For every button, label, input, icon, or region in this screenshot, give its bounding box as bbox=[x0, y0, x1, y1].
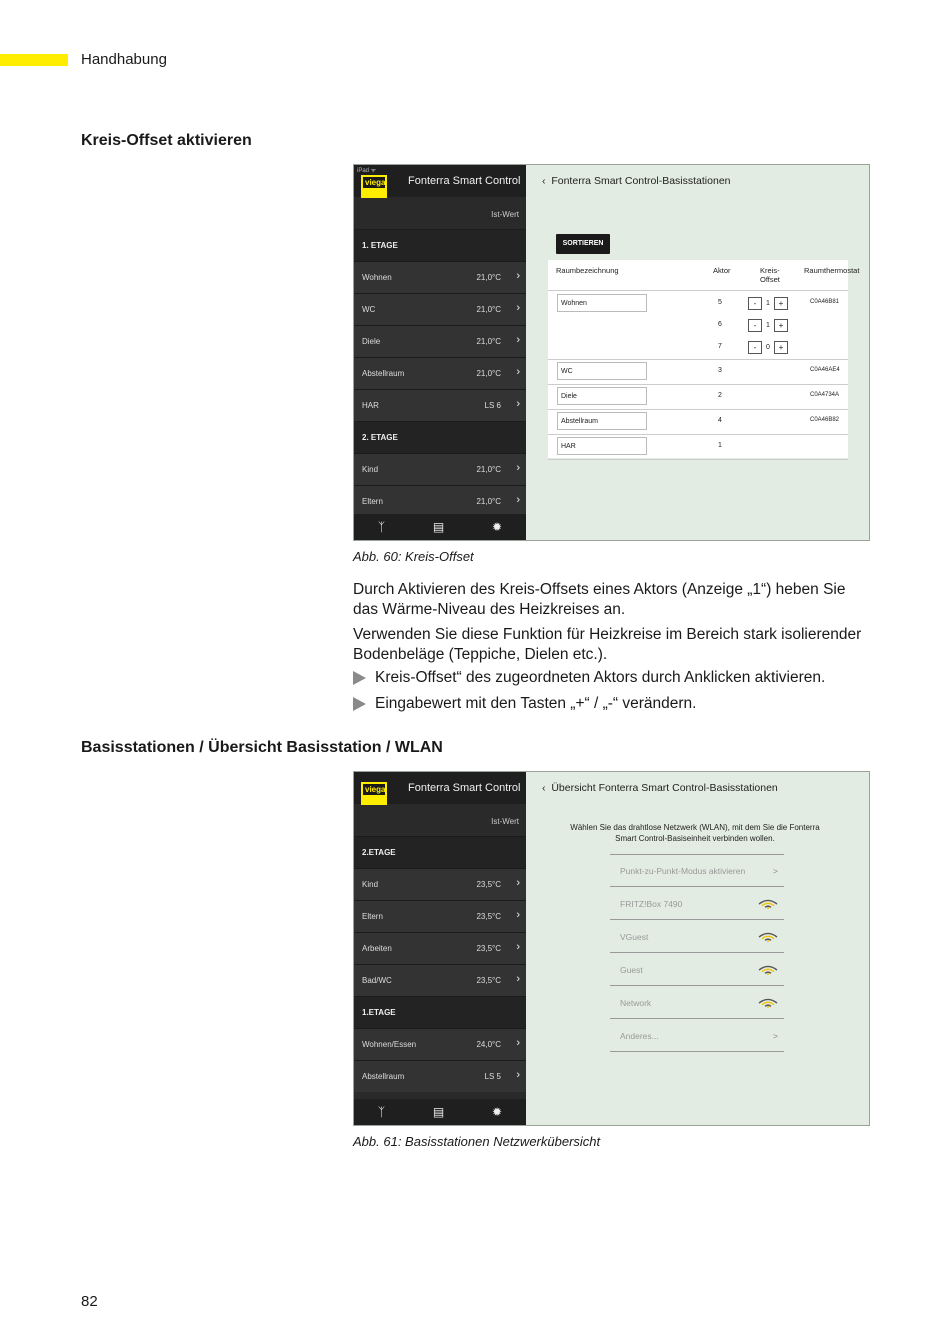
sidebar-item[interactable] bbox=[354, 357, 526, 389]
clipboard-icon[interactable]: ▤ bbox=[432, 1105, 445, 1119]
network-label: Guest bbox=[620, 965, 643, 975]
table-divider bbox=[548, 359, 848, 360]
aktor-number: 7 bbox=[718, 343, 722, 350]
table-divider bbox=[548, 434, 848, 435]
plus-button[interactable]: + bbox=[774, 341, 788, 354]
network-item[interactable] bbox=[610, 1019, 784, 1052]
sidebar-item-label: Abstellraum bbox=[362, 1072, 405, 1081]
sidebar-item-label: 2. ETAGE bbox=[362, 433, 398, 442]
sidebar-item-label: Eltern bbox=[362, 497, 383, 506]
chevron-right-icon: › bbox=[516, 462, 520, 474]
aktor-number: 5 bbox=[718, 299, 722, 306]
figure-caption-60: Abb. 60: Kreis-Offset bbox=[353, 549, 474, 564]
network-label: Punkt-zu-Punkt-Modus aktivieren bbox=[620, 866, 746, 876]
aktor-number: 4 bbox=[718, 417, 722, 424]
antenna-icon[interactable]: ᛉ bbox=[377, 520, 386, 534]
sidebar-header bbox=[354, 165, 526, 197]
col-aktor: Aktor bbox=[713, 266, 731, 275]
room-name-field[interactable]: Diele bbox=[557, 387, 647, 405]
chevron-right-icon: > bbox=[773, 866, 778, 876]
thermostat-id: C0A4734A bbox=[810, 392, 840, 398]
figure-caption-61: Abb. 61: Basisstationen Netzwerkübersicht bbox=[353, 1134, 601, 1149]
chevron-right-icon: > bbox=[773, 1031, 778, 1041]
sidebar-item-value: 21,0°C bbox=[476, 337, 501, 346]
minus-button[interactable]: - bbox=[748, 341, 762, 354]
sidebar-group-header bbox=[354, 229, 526, 261]
triangle-bullet-icon bbox=[353, 671, 366, 685]
network-item[interactable] bbox=[610, 854, 784, 887]
sidebar-item[interactable] bbox=[354, 261, 526, 293]
screenshot-kreis-offset bbox=[353, 164, 870, 541]
sidebar-item-value: 21,0°C bbox=[476, 273, 501, 282]
sidebar-item-value: 21,0°C bbox=[476, 369, 501, 378]
sidebar-item-label: WC bbox=[362, 305, 376, 314]
col-raumthermostat: Raumthermostat bbox=[804, 266, 860, 275]
sidebar-item-label: Kind bbox=[362, 880, 379, 889]
paragraph-2: Verwenden Sie diese Funktion für Heizkreise im Bereich stark isolierender Bodenbeläge (Teppiche, Dielen etc.). bbox=[353, 626, 862, 663]
sidebar-item-value: 23,5°C bbox=[476, 944, 501, 953]
aktor-number: 3 bbox=[718, 367, 722, 374]
nav-title[interactable]: ‹ Übersicht Fonterra Smart Control-Basisstationen bbox=[542, 782, 778, 794]
sidebar-header bbox=[354, 772, 526, 804]
sidebar-item-value: 21,0°C bbox=[476, 305, 501, 314]
sidebar-group-header bbox=[354, 421, 526, 453]
bullet-2: Eingabewert mit den Tasten „+“ / „-“ verändern. bbox=[353, 695, 697, 713]
minus-button[interactable]: - bbox=[748, 297, 762, 310]
table-divider bbox=[548, 459, 848, 460]
network-item[interactable] bbox=[610, 953, 784, 986]
sidebar-item[interactable] bbox=[354, 868, 526, 900]
minus-button[interactable]: - bbox=[748, 319, 762, 332]
sidebar-group-header bbox=[354, 836, 526, 868]
table-divider bbox=[548, 384, 848, 385]
chevron-right-icon: › bbox=[516, 973, 520, 985]
kreis-offset-stepper bbox=[748, 297, 788, 310]
sidebar-item-value: 23,5°C bbox=[476, 912, 501, 921]
aktor-number: 6 bbox=[718, 321, 722, 328]
sidebar-item[interactable] bbox=[354, 964, 526, 996]
gear-icon[interactable]: ✹ bbox=[492, 1105, 503, 1119]
sidebar-item-label: Kind bbox=[362, 465, 379, 474]
aktor-number: 2 bbox=[718, 392, 722, 399]
viega-logo: viega bbox=[361, 175, 387, 198]
wifi-intro-text: Wählen Sie das drahtlose Netzwerk (WLAN), mit dem Sie die Fonterra Smart Control-Basiseinheit verbinden wollen. bbox=[570, 823, 820, 843]
section-label: Handhabung bbox=[81, 51, 167, 68]
network-item[interactable] bbox=[610, 986, 784, 1019]
sidebar-item[interactable] bbox=[354, 293, 526, 325]
chevron-right-icon: › bbox=[516, 1037, 520, 1049]
main-panel bbox=[526, 165, 869, 540]
sidebar-item-value: LS 5 bbox=[484, 1072, 501, 1081]
gear-icon[interactable]: ✹ bbox=[492, 520, 503, 534]
sidebar-item-value: LS 6 bbox=[484, 401, 501, 410]
table-divider bbox=[548, 409, 848, 410]
station-table bbox=[548, 260, 860, 458]
sidebar-item-label: Arbeiten bbox=[362, 944, 392, 953]
section-marker-bar bbox=[0, 54, 68, 66]
wifi-icon bbox=[758, 995, 778, 1009]
sidebar-item-label: Abstellraum bbox=[362, 369, 405, 378]
viega-logo: viega bbox=[361, 782, 387, 805]
chevron-right-icon: › bbox=[516, 270, 520, 282]
sidebar-item[interactable] bbox=[354, 325, 526, 357]
sidebar-item[interactable] bbox=[354, 900, 526, 932]
sidebar-item-label: Eltern bbox=[362, 912, 383, 921]
bullet-1: Kreis-Offset“ des zugeordneten Aktors durch Anklicken aktivieren. bbox=[353, 669, 825, 687]
tab-bar bbox=[354, 514, 526, 540]
sidebar-group-header bbox=[354, 996, 526, 1028]
sidebar-item-label: HAR bbox=[362, 401, 379, 410]
network-item[interactable] bbox=[610, 920, 784, 953]
plus-button[interactable]: + bbox=[774, 297, 788, 310]
chevron-right-icon: › bbox=[516, 1069, 520, 1081]
room-name-field[interactable]: Abstellraum bbox=[557, 412, 647, 430]
clipboard-icon[interactable]: ▤ bbox=[432, 520, 445, 534]
sidebar-item[interactable] bbox=[354, 389, 526, 421]
room-name-field[interactable]: WC bbox=[557, 362, 647, 380]
chevron-right-icon: › bbox=[516, 398, 520, 410]
column-header: Ist-Wert bbox=[491, 210, 519, 219]
room-name-field[interactable]: HAR bbox=[557, 437, 647, 455]
thermostat-id: C0A46AE4 bbox=[810, 367, 840, 373]
tab-bar bbox=[354, 1099, 526, 1125]
network-label: VGuest bbox=[620, 932, 649, 942]
sidebar-item-label: Diele bbox=[362, 337, 381, 346]
thermostat-id: C0A46B82 bbox=[810, 417, 840, 423]
chevron-right-icon: › bbox=[516, 302, 520, 314]
sidebar-item[interactable] bbox=[354, 1028, 526, 1060]
column-header: Ist-Wert bbox=[491, 817, 519, 826]
network-label: Network bbox=[620, 998, 652, 1008]
aktor-number: 1 bbox=[718, 442, 722, 449]
sidebar-item-value: 23,5°C bbox=[476, 880, 501, 889]
offset-value: 1 bbox=[766, 322, 770, 329]
paragraph-1: Durch Aktivieren des Kreis-Offsets eines Aktors (Anzeige „1“) heben Sie das Wärme-Niveau des Heizkreises an. bbox=[353, 581, 846, 618]
chevron-right-icon: › bbox=[516, 941, 520, 953]
sidebar bbox=[354, 165, 526, 540]
sidebar-item[interactable] bbox=[354, 453, 526, 485]
sidebar-item-label: Bad/WC bbox=[362, 976, 392, 985]
sidebar-item[interactable] bbox=[354, 485, 526, 517]
wifi-icon bbox=[758, 896, 778, 910]
chevron-right-icon: › bbox=[516, 366, 520, 378]
sidebar-item-value: 23,5°C bbox=[476, 976, 501, 985]
sidebar-item-label: 1. ETAGE bbox=[362, 241, 398, 250]
sidebar-item-value: 21,0°C bbox=[476, 497, 501, 506]
network-item[interactable] bbox=[610, 887, 784, 920]
sort-button[interactable]: SORTIEREN bbox=[556, 234, 610, 254]
sidebar-item-label: 1.ETAGE bbox=[362, 1008, 396, 1017]
offset-value: 0 bbox=[766, 344, 770, 351]
thermostat-id: C0A46B81 bbox=[810, 299, 840, 305]
antenna-icon[interactable]: ᛉ bbox=[377, 1105, 386, 1119]
screenshot-wlan bbox=[353, 771, 870, 1126]
status-bar: iPad ᯤ bbox=[357, 168, 377, 174]
wifi-icon bbox=[758, 929, 778, 943]
plus-button[interactable]: + bbox=[774, 319, 788, 332]
network-label: Anderes... bbox=[620, 1031, 659, 1041]
wifi-icon bbox=[758, 962, 778, 976]
chevron-right-icon: › bbox=[516, 494, 520, 506]
room-name-field[interactable]: Wohnen bbox=[557, 294, 647, 312]
triangle-bullet-icon bbox=[353, 697, 366, 711]
offset-value: 1 bbox=[766, 300, 770, 307]
col-kreis-offset: Kreis-Offset bbox=[760, 266, 780, 284]
table-divider bbox=[548, 290, 848, 291]
chevron-right-icon: › bbox=[516, 877, 520, 889]
sidebar-item-value: 24,0°C bbox=[476, 1040, 501, 1049]
sidebar-item-label: Wohnen/Essen bbox=[362, 1040, 417, 1049]
sidebar-item-label: 2.ETAGE bbox=[362, 848, 396, 857]
app-title: Fonterra Smart Control bbox=[408, 175, 521, 187]
sidebar-item-label: Wohnen bbox=[362, 273, 392, 282]
heading-basisstationen: Basisstationen / Übersicht Basisstation / WLAN bbox=[81, 739, 443, 756]
kreis-offset-stepper bbox=[748, 319, 788, 332]
network-label: FRITZ!Box 7490 bbox=[620, 899, 683, 909]
nav-title[interactable]: ‹ Fonterra Smart Control-Basisstationen bbox=[542, 175, 731, 187]
sidebar bbox=[354, 772, 526, 1125]
sidebar-item[interactable] bbox=[354, 932, 526, 964]
page-number: 82 bbox=[81, 1293, 98, 1310]
kreis-offset-stepper bbox=[748, 341, 788, 354]
chevron-right-icon: › bbox=[516, 909, 520, 921]
sidebar-item[interactable] bbox=[354, 1060, 526, 1092]
sidebar-item-value: 21,0°C bbox=[476, 465, 501, 474]
col-raumbezeichnung: Raumbezeichnung bbox=[556, 266, 619, 275]
heading-kreis-offset: Kreis-Offset aktivieren bbox=[81, 132, 252, 149]
main-panel bbox=[526, 772, 869, 1125]
app-title: Fonterra Smart Control bbox=[408, 782, 521, 794]
chevron-right-icon: › bbox=[516, 334, 520, 346]
